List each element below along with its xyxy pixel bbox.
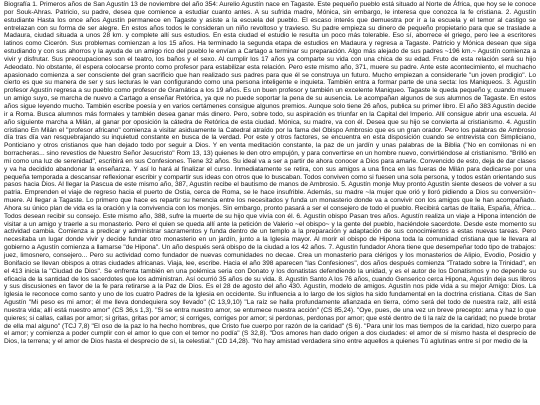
- document-body-text: Biografía 1. Primeros años de San Agustín 13 de noviembre del año 354: Aurelio Agustín nace en Tagaste. Este pequeño pueblo está situado al Norte de África, que hoy se le conoce por Souk-Ahras. Patricio, su padre, desea que comience a estudiar cuanto antes. A su sufrida madre, Mónica, sin embargo, le interesa que conozca la fe cristiana. 2. Agustín estudiante Hasta los once años Agustín permanece en Tagaste y asiste a la escuela del pueblo. El escaso interés que demuestra por ir a la escuela y el temor al castigo se entrelazan con su forma de ser alegre. En estos años todos le consideran un niño revoltoso y travieso. Su padre empieza su dinero de pequeño propietario para que se traslade a Madaura, ciudad situada a unos 28 km. y complete allí sus estudios. En esta ciudad el estudio le resulta un poco más tolerable. Eso sí, aborrece el griego, pero lee a escritores latinos como Cicerón. Sus problemas comienzan a los 15 años. Ha terminado la segunda etapa de estudios en Madaura y regresa a Tagaste. Patricio y Mónica desean que siga estudiando y con sus ahorros y la ayuda de un amigo rico del pueblo le envían a Cartago a terminar su preparación. Algo más alejado de sus padres ~196 km.~ Agustín comienza a vivir y disfrutar. Sus preocupaciones son el teatro, los baños y el sexo. Al cumplir los 17 años ya comparte su vida con una chica de su edad. Fruto de esta relación será su hijo Adeodato. No obstante, él espera colocarse pronto como profesor para estabilizar esta relación. Pero este mismo año, 371, muere su padre. Ante este acontecimiento, el muchacho apasionado comienza a ser consciente del gran sacrificio que han realizado sus padres para que él se construya un futuro. Mucho empiezan a considerarle "un joven prodigio". Lo cierto es que su manera de ser y sus lecturas le van configurando como una persona inteligente e inquieta. También entra a formar parte de una secta: los Maniqueos. 3. Agustín profesor Agustín regresa a su pueblo como profesor de Gramática a los 19 años. Es un buen profesor y también un excelente Maniqueo. Tagaste le queda pequeño y, cuando muere un amigo suyo, se marcha de nuevo a Cartago a enseñar Retórica, ya que no puede soportar la pena de su ausencia. Le acompañan algunos de sus alumnos de Tagaste. En estos años sigue leyendo mucho. También escribe poesía y en varios certámenes consigue algunos premios. Aunque solo tiene 26 años, publica su primer libro. El año 383 Agustín decide ir a Roma. Busca alumnos más formales y también desea ganar más dinero. Pero, sobre todo, su aspiración es triunfar en la Capital del Imperio. Allí consigue abrir una escuela. Al año siguiente marcha a Milán, al ganar por oposición la cátedra de Retórica de esta ciudad. Mónica, su madre, va con él. Desea que su hijo se convierta al cristianismo. 4. Agustín cristiano En Milán el "profesor africano" comienza a visitar asiduamente la Catedral atraído por la fama del Obispo Ambrosio que es un gran orador. Pero los palabras de Ambrosio día tras día van resquebrajando su inquietud constante en busca de la verdad. Por este y otros factores, se encuentra en esta disposición cuando se entrevista con Simpliciano, Ponticiano y otros cristianos que han dejado todo por seguir a Dios. Y en venta meditación constante, la paz de un jardín y unas palabras de la Biblia ("No en comilonas ni en borracheras... sino revestíos de Nuestro Señor Jesucristo" Rom 13, 13) quienes le den otro empujón, y para convertirse en un hombre nuevo, convirtiéndose al cristianismo. "Brilló en mi como una luz de serenidad", escribirá en sus Confesiones. Tiene 32 años. Su ideal va a ser a partir de ahora conocer a Dios para amarle. Convencido de esto, deja de dar clases y va ha decidido abandonar la enseñanza. Y así lo hará al finalizar el curso. Inmediatamente se retira, con sus amigos a una finca en las fueras de Milán para dedicarse por una pequeña temporada a descansar reflexionar escribir y compartir sus ideas con otros que lo buscaban. Todos conviven como si fuesen una sola persona, y todos están orientando sus pasos hacia Dios. Al llegar la Pascua de este mismo año, 387, Agustín recibe el bautismo de manos de Ambrosio. 5. Agustín monje Muy pronto Agustín siente deseos de volver a su patria. Emprenden el viaje de regreso hacia el puerto de Ostia, cerca de Roma, se le hace insufrible. Además, su madre ~la mujer que orió y lloró pidiendo a Dios su conversión~ muere. Al llegar a Tagaste. Lo primero que hace es repartir su herencia entre los necesitados y funda un monasterio donde va a convivir con los amigos que le han acompañado. Ahora su único plan de vida es la oración y la convivencia con los monjes. Sin embargo, pronto pasará a ser el consejero de todo el pueblo. Recibirá cartas de Italia, España, África... Todos desean recibir su consejo. Este mismo año, 388, sufre la muerte de su hijo que vivía con él. 6. Agustín obispo Pasan tres años. Agustín realiza un viaje a Hipona intención de visitar a un amigo y traerle a su monasterio. Pero el quien se queda allí ante la petición de Valerio ~el obispo~ y la gente del pueblo, haciéndole sacerdote. Desde este momento su actividad cambia. Comienza a predicar y administrar sacramentos y funda dentro de un templo a la preparación y adaptación de sus conocimientos a estas nuevas tareas. Pero necesitaba un lugar donde vivir y decide fundar otro monasterio en un jardín, junto a la Iglesia mayor. Al morir el obispo de Hipona toda la comunidad cristiana que le llevara al gobierno a Agustín comienza a llamarse "de Hipona". Un año después será obispo de la ciudad a los 42 años. 7. Agustín fundador Ahora tiene que desempeñar todo tipo de trabajos: juez, limosnero, consejero... Pero su actividad como fundador de nuevas comunidades no decae. Crea un monasterio para clérigos y los monasterios de Alipio, Evodio, Posidio y Bonifacio se llevan obispos a otras ciudades africanas. Viaja, lee, escribe. Hacia el año 398 aparecen "las Confesiones", dos años después comienza "Tratado sobre la Trinidad", en el 413 inicia la "Ciudad de Dios". Se enfrenta también en una polémica seria con Donato y los donatistas defendiendo la unidad, y es el autor de los Donatismos y no depende su eficacia de la santidad de los sacerdotes que los administran. Así ocurrió 35 años de su vida. 8. Agustín Santo A los 76 años, cuando Genserico cerca Hipona, Agustín deja sus libros y sus discusiones en favor de la fe para retirarse a la Paz de Dios. Es el 28 de agosto del año 430. Agustín, modelo de amigos. Agustín nos pide vida a su mejor Amigo: Dios. La Iglesia le reconoce como santo y uno de los cuatro Padres de la Iglesia en occidente. Su influencia a lo largo de los siglos ha sido fundamental en la doctrina cristiana. Citas de San Agustín "Mi peso es mi amor; él me lleva dondequiera soy llevado" (C 13,9,10) "La raíz se halla profundamente afianzada en tierra, cómo será del todo de nuestra raíz, allí está nuestra vida; allí está nuestro amor" (CS 36,s 1,3). "Si se entra nuestro amor, se entumece nuestra acción" (CS 85,24). "Oye, pues, de una vez un breve precepto: ama y haz lo que quieres; si callas, callas por amor; si gritas, gritas por amor; si corriges, corriges por amor; si perdonas, perdonas por amor; que esté dentro de ti la raíz de la caridad; no puede brotar de ella mal alguno" (TCJ 7,8) "El oso de la paz lo ha hecho hombres, que Cristo fue cuerpo por razón de la caridad" (S 6). "Para unir los mas tiempos de la caridad, hizo cuerpo para el amor; y comienza a poder cumplir con el amor lo que con el temor no podía" (S 32,8). "Dos amores han dado origen a dos ciudades: el amor de sí mismo hasta el desprecio de Dios, la terrena; y el amor de Dios hasta el desprecio de sí, la celestial." (CD 14,28). "No hay amistad verdadera sino entre aquellos a quienes Tú aglutinas entre sí por medio de la: [4, 1, 536, 346]
